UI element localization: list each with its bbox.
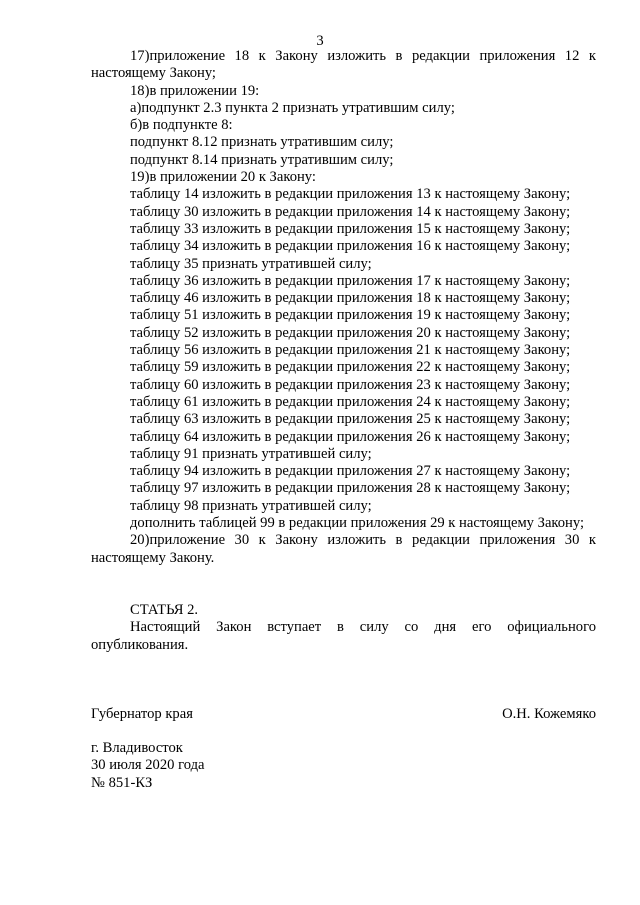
table-line: таблицу 97 изложить в редакции приложения 28 к настоящему Закону;	[130, 480, 571, 497]
item-18-a: а)подпункт 2.3 пункта 2 признать утратившим силу;	[130, 99, 455, 116]
item-20: 20)приложение 30 к Закону изложить в редакции приложения 30 к настоящему Закону.	[91, 532, 596, 566]
table-line: таблицу 35 признать утратившей силу;	[130, 255, 372, 272]
item-17: 17)приложение 18 к Закону изложить в редакции приложения 12 к настоящему Закону;	[91, 48, 596, 82]
table-line: таблицу 94 изложить в редакции приложения 27 к настоящему Закону;	[130, 463, 571, 480]
table-line: таблицу 46 изложить в редакции приложения 18 к настоящему Закону;	[130, 290, 571, 307]
page-number: 3	[316, 33, 324, 49]
signatory-title: Губернатор края	[91, 706, 193, 722]
table-line: таблицу 64 изложить в редакции приложения 26 к настоящему Закону;	[130, 428, 571, 445]
place-date-block	[91, 740, 204, 792]
item-18-b-1: подпункт 8.12 признать утратившим силу;	[130, 134, 394, 151]
table-line: таблицу 59 изложить в редакции приложения 22 к настоящему Закону;	[130, 359, 571, 376]
table-line: таблицу 52 изложить в редакции приложения 20 к настоящему Закону;	[130, 324, 571, 341]
table-line: таблицу 98 признать утратившей силу;	[130, 497, 372, 514]
table-line: таблицу 33 изложить в редакции приложения 15 к настоящему Закону;	[130, 220, 571, 237]
law-number: № 851-КЗ	[91, 774, 153, 791]
signatory-name: О.Н. Кожемяко	[502, 706, 596, 722]
item-18: 18)в приложении 19:	[130, 82, 260, 99]
table-line: таблицу 91 признать утратившей силу;	[130, 445, 372, 462]
item-18-b: б)в подпункте 8:	[130, 117, 233, 134]
table-line: таблицу 60 изложить в редакции приложения 23 к настоящему Закону;	[130, 376, 571, 393]
item-18-b-2: подпункт 8.14 признать утратившим силу;	[130, 151, 394, 168]
table-line: таблицу 51 изложить в редакции приложения 19 к настоящему Закону;	[130, 307, 571, 324]
table-line: таблицу 34 изложить в редакции приложения 16 к настоящему Закону;	[130, 238, 571, 255]
table-line: таблицу 36 изложить в редакции приложения 17 к настоящему Закону;	[130, 272, 571, 289]
article-2	[91, 602, 596, 654]
article-text: Настоящий Закон вступает в силу со дня его официального опубликования.	[91, 619, 596, 653]
table-line: таблицу 30 изложить в редакции приложения 14 к настоящему Закону;	[130, 203, 571, 220]
article-heading: СТАТЬЯ 2.	[130, 602, 199, 618]
date: 30 июля 2020 года	[91, 757, 205, 774]
table-line: таблицу 56 изложить в редакции приложения 21 к настоящему Закону;	[130, 342, 571, 359]
table-line: таблицу 61 изложить в редакции приложения 24 к настоящему Закону;	[130, 393, 571, 410]
table-line: таблицу 63 изложить в редакции приложения 25 к настоящему Закону;	[130, 411, 571, 428]
amendments-list	[91, 48, 596, 567]
city: г. Владивосток	[91, 740, 183, 756]
item-19-add-table: дополнить таблицей 99 в редакции приложения 29 к настоящему Закону;	[130, 515, 585, 532]
table-line: таблицу 14 изложить в редакции приложения 13 к настоящему Закону;	[130, 186, 571, 203]
item-19: 19)в приложении 20 к Закону:	[130, 169, 316, 186]
